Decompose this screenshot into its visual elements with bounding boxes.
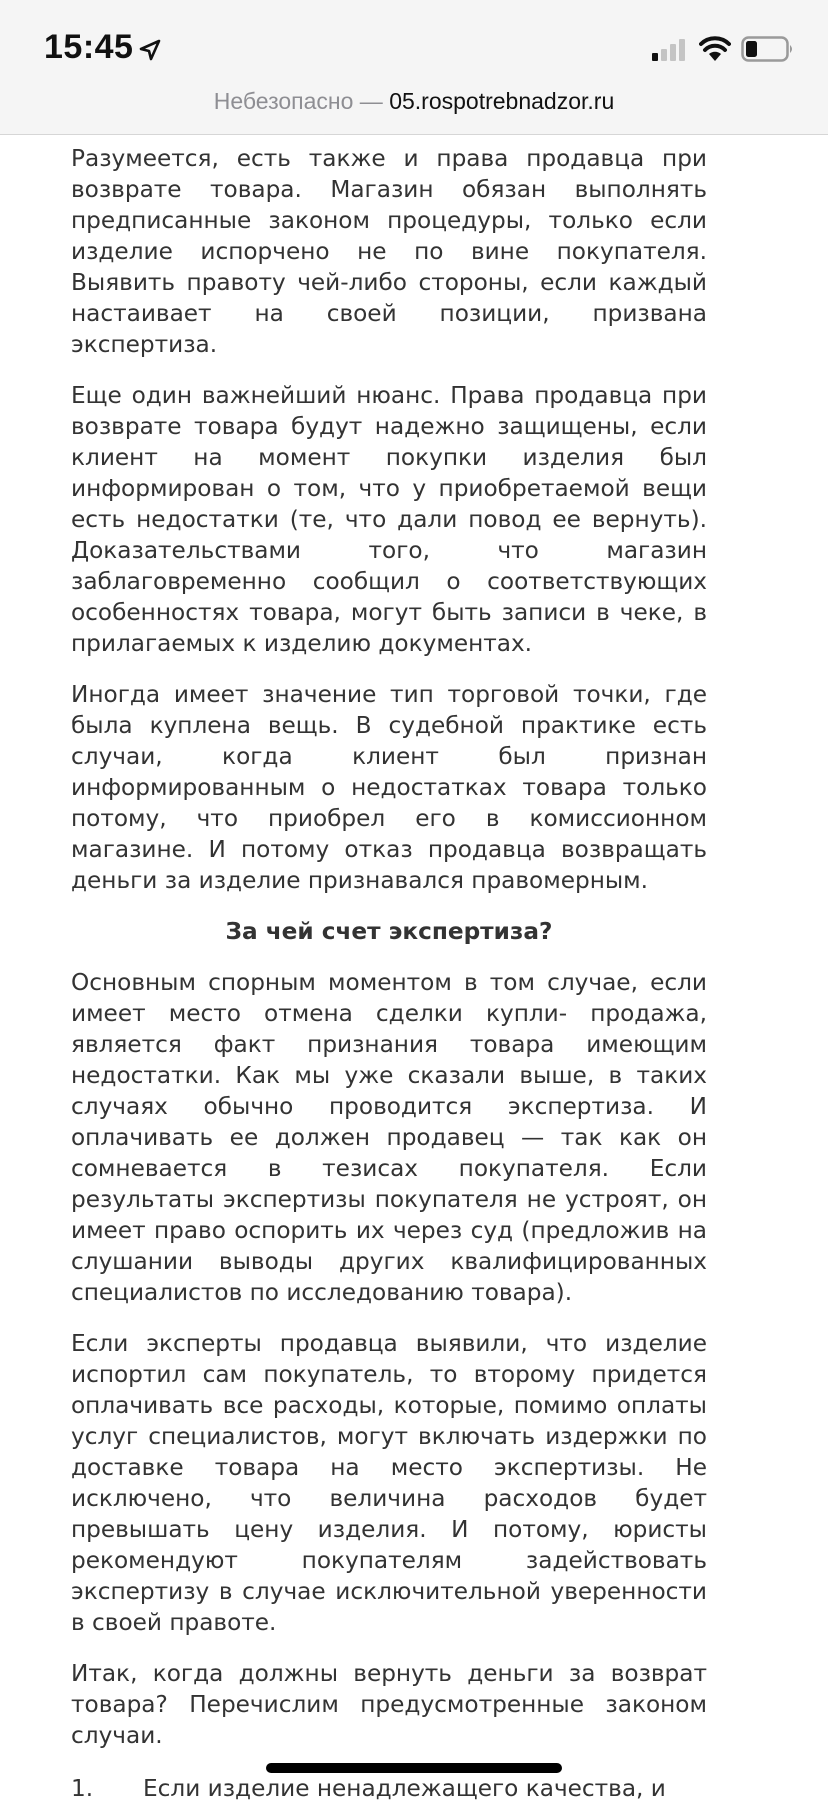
article-paragraph: Иногда имеет значение тип торговой точки, где была куплена вещь. В судебной практике есть случаи, когда клиент был признан информированным о недостатках товара только потому, что приобрел его в комиссионном магазине. И потому отказ продавца возвращать деньги за изделие признавался правомерным.	[71, 681, 707, 894]
url-domain: 05.rospotrebnadzor.ru	[389, 88, 615, 114]
section-heading: За чей счет экспертиза?	[225, 918, 553, 945]
article-paragraph: Еще один важнейший нюанс. Права продавца при возврате товара будут надежно защищены, если клиент на момент покупки изделия был информирован о том, что у приобретаемой вещи есть недостатки (те, что дали повод ее вернуть). Доказательствами того, что магазин заблаговременно сообщил о соответствующих особенностях товара, могут быть записи в чеке, в прилагаемых к изделию документах.	[71, 382, 707, 657]
status-bar	[0, 0, 828, 135]
address-bar[interactable]	[0, 86, 828, 116]
wifi-icon	[699, 36, 731, 62]
article-paragraph: Итак, когда должны вернуть деньги за возврат товара? Перечислим предусмотренные законом случаи.	[71, 1660, 707, 1749]
status-time: 15:45	[44, 28, 134, 66]
list-item	[71, 1773, 707, 1804]
article-paragraph: Разумеется, есть также и права продавца при возврате товара. Магазин обязан выполнять предписанные законом процедуры, только если изделие испорчено не по вине покупателя. Выявить правоту чей-либо стороны, если каждый настаивает на своей позиции, призвана экспертиза.	[71, 145, 707, 358]
cellular-signal-icon	[652, 38, 688, 62]
battery-icon	[741, 36, 795, 62]
home-indicator[interactable]	[266, 1763, 562, 1773]
list-item-text: Если изделие ненадлежащего качества, и	[143, 1775, 666, 1802]
article-paragraph: Основным спорным моментом в том случае, если имеет место отмена сделки купли- продажа, является факт признания товара имеющим недостатки. Как мы уже сказали выше, в таких случаях обычно проводится экспертиза. И оплачивать ее должен продавец — так как он сомневается в тезисах покупателя. Если результаты экспертизы покупателя не устроят, он имеет право оспорить их через суд (предложив на слушании выводы других квалифицированных специалистов по исследованию товара).	[71, 969, 707, 1306]
article-paragraph: Если эксперты продавца выявили, что изделие испортил сам покупатель, то второму придется оплачивать все расходы, которые, помимо оплаты услуг специалистов, могут включать издержки по доставке товара на место экспертизы. Не исключено, что величина расходов будет превышать цену изделия. И потому, юристы рекомендуют покупателям задействовать экспертизу в случае исключительной уверенности в своей правоте.	[71, 1330, 707, 1636]
list-item-number: 1.	[71, 1775, 94, 1802]
article-content	[71, 143, 707, 1771]
location-arrow-icon	[138, 38, 162, 62]
security-label: Небезопасно —	[213, 88, 383, 114]
